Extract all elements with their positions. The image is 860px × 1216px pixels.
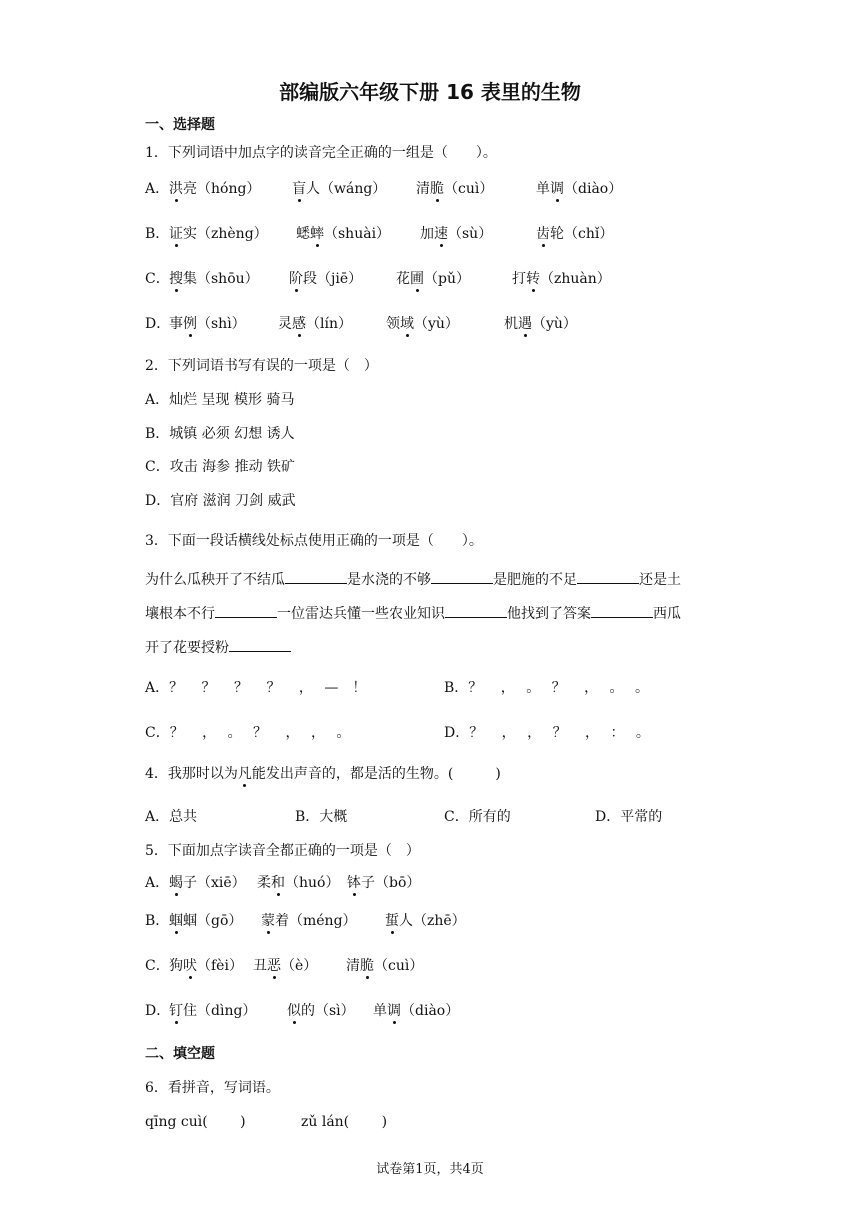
dotted-character: 阶	[289, 271, 303, 287]
question-5-option-c-word: 清脆（cuì）	[346, 958, 424, 974]
dotted-character: 域	[400, 316, 414, 332]
question-5-option-c-word: 狗吠（fèi）	[169, 958, 243, 974]
dotted-character: 蟀	[310, 226, 324, 242]
dotted-character: 洪	[169, 181, 183, 197]
question-2-option-b: B．城镇 必须 幻想 诱人	[145, 426, 295, 442]
question-1-option-d-word: 领域（yù）	[386, 316, 459, 332]
page-footer: 试卷第1页，共4页	[376, 1162, 484, 1177]
dotted-character: 脆	[360, 958, 374, 974]
section-heading-choice: 一、选择题	[145, 117, 215, 133]
question-1-option-d-word: 灵感（lín）	[278, 316, 352, 332]
question-1-option-a-label: A．	[145, 181, 170, 197]
question-3-passage-line-1	[145, 569, 681, 589]
question-3-option-c: C．？ ， 。 ？ ， ， 。	[145, 725, 351, 741]
passage-text: 为什么瓜秧开了不结瓜	[145, 572, 285, 588]
question-3-option-d: D．？ ， ， ？ ， ： 。	[444, 725, 650, 741]
dotted-character: 齿	[536, 226, 550, 242]
question-1-option-c-label: C．	[145, 271, 170, 287]
dotted-character: 和	[271, 875, 285, 891]
question-6-item-2: zǔ lán( )	[301, 1114, 388, 1130]
dotted-character: 脆	[430, 181, 444, 197]
dotted-character: 恶	[267, 958, 281, 974]
question-1-stem: 1．下列词语中加点字的读音完全正确的一组是（ ）。	[145, 145, 497, 161]
dotted-character: 调	[550, 181, 564, 197]
passage-text: 壤根本不行	[145, 606, 215, 622]
question-2-option-d: D．官府 滋润 刀剑 威武	[145, 493, 296, 509]
question-4-option-d: D．平常的	[595, 809, 663, 825]
question-1-option-c-word: 打转（zhuàn）	[512, 271, 611, 287]
question-5-stem: 5．下面加点字读音全都正确的一项是（ ）	[145, 843, 420, 859]
dotted-character: 蒙	[261, 913, 275, 929]
question-5-option-b-label: B．	[145, 913, 170, 929]
passage-text: 开了花要授粉	[145, 640, 229, 656]
question-5-option-b-word: 蜇人（zhē）	[385, 913, 466, 929]
question-1-option-b-word: 加速（sù）	[420, 226, 493, 242]
question-5-option-b-word: 蒙着（méng）	[261, 913, 357, 929]
question-3-stem: 3．下面一段话横线处标点使用正确的一项是（ ）。	[145, 533, 483, 549]
question-3-passage-line-3	[145, 637, 291, 657]
stem-text: 4．我那时以为	[145, 766, 238, 782]
section-heading-fill: 二、填空题	[145, 1046, 215, 1062]
dotted-character: 盲	[292, 181, 306, 197]
question-1-option-a-word: 单调（diào）	[536, 181, 623, 197]
dotted-character: 圃	[410, 271, 424, 287]
question-2-stem: 2．下列词语书写有误的一项是（ ）	[145, 358, 378, 374]
dotted-character: 搜	[169, 271, 183, 287]
dotted-character: 蜇	[385, 913, 399, 929]
answer-blank[interactable]	[431, 569, 493, 584]
passage-text: 他找到了答案	[507, 606, 591, 622]
question-1-option-b-word: 证实（zhèng）	[169, 226, 268, 242]
dotted-character: 钉	[169, 1003, 183, 1019]
answer-blank[interactable]	[445, 603, 507, 618]
dotted-character: 速	[434, 226, 448, 242]
question-5-option-c-word: 丑恶（è）	[253, 958, 318, 974]
question-4-option-c: C．所有的	[444, 809, 511, 825]
question-5-option-a-word: 柔和（huó）	[257, 875, 340, 891]
dotted-character: 感	[292, 316, 306, 332]
question-5-option-d-word: 似的（sì）	[287, 1003, 355, 1019]
question-4-option-a: A．总共	[145, 809, 198, 825]
answer-blank[interactable]	[215, 603, 277, 618]
question-1-option-b-label: B．	[145, 226, 170, 242]
question-1-option-d-word: 机遇（yù）	[504, 316, 577, 332]
answer-blank[interactable]	[229, 637, 291, 652]
stem-text: 能发出声音的，都是活的生物。( )	[251, 766, 501, 782]
passage-text: 西瓜	[653, 606, 681, 622]
passage-text: 一位雷达兵懂一些农业知识	[277, 606, 445, 622]
dotted-character: 转	[526, 271, 540, 287]
page-title: 部编版六年级下册 16 表里的生物	[279, 80, 581, 104]
dotted-character: 调	[387, 1003, 401, 1019]
answer-blank[interactable]	[285, 569, 347, 584]
dotted-character: 蝈	[169, 913, 183, 929]
question-5-option-c-label: C．	[145, 958, 170, 974]
question-1-option-c-word: 阶段（jiē）	[289, 271, 363, 287]
question-5-option-a-word: 钵子（bō）	[347, 875, 421, 891]
question-1-option-a-word: 盲人（wáng）	[292, 181, 387, 197]
answer-blank[interactable]	[591, 603, 653, 618]
dotted-character: 遇	[518, 316, 532, 332]
dotted-character: 钵	[347, 875, 361, 891]
question-6-stem: 6．看拼音，写词语。	[145, 1080, 280, 1096]
question-5-option-d-label: D．	[145, 1003, 171, 1019]
question-5-option-b-word: 蝈蝈（gō）	[169, 913, 243, 929]
question-5-option-a-label: A．	[145, 875, 170, 891]
question-1-option-d-label: D．	[145, 316, 171, 332]
dotted-character: 吠	[183, 958, 197, 974]
question-1-option-a-word: 清脆（cuì）	[416, 181, 494, 197]
question-6-item-1: qīng cuì( )	[145, 1114, 246, 1130]
passage-text: 是肥施的不足	[493, 572, 577, 588]
question-1-option-c-word: 搜集（shōu）	[169, 271, 259, 287]
question-1-option-b-word: 齿轮（chǐ）	[536, 226, 614, 242]
question-2-option-a: A．灿烂 呈现 模形 骑马	[145, 392, 295, 408]
dotted-character: 蝎	[169, 875, 183, 891]
question-5-option-d-word: 单调（diào）	[373, 1003, 460, 1019]
question-3-passage-line-2	[145, 603, 681, 623]
dotted-character: 似	[287, 1003, 301, 1019]
question-1-option-d-word: 事例（shì）	[169, 316, 246, 332]
question-5-option-d-word: 钉住（dìng）	[169, 1003, 257, 1019]
question-4-stem	[145, 763, 501, 783]
question-1-option-a-word: 洪亮（hóng）	[169, 181, 261, 197]
dotted-character: 凡	[237, 766, 252, 782]
question-3-option-b: B．？ ， 。 ？ ， 。 。	[444, 680, 649, 696]
passage-text: 还是土	[639, 572, 681, 588]
question-5-option-a-word: 蝎子（xiē）	[169, 875, 246, 891]
question-3-option-a: A．？ ？ ？ ？ ， — ！	[145, 680, 367, 696]
answer-blank[interactable]	[577, 569, 639, 584]
passage-text: 是水浇的不够	[347, 572, 431, 588]
dotted-character: 证	[169, 226, 183, 242]
dotted-character: 例	[183, 316, 197, 332]
question-4-option-b: B．大概	[295, 809, 348, 825]
question-1-option-c-word: 花圃（pǔ）	[396, 271, 470, 287]
question-2-option-c: C．攻击 海参 推动 铁矿	[145, 459, 296, 475]
question-1-option-b-word: 蟋蟀（shuài）	[296, 226, 391, 242]
